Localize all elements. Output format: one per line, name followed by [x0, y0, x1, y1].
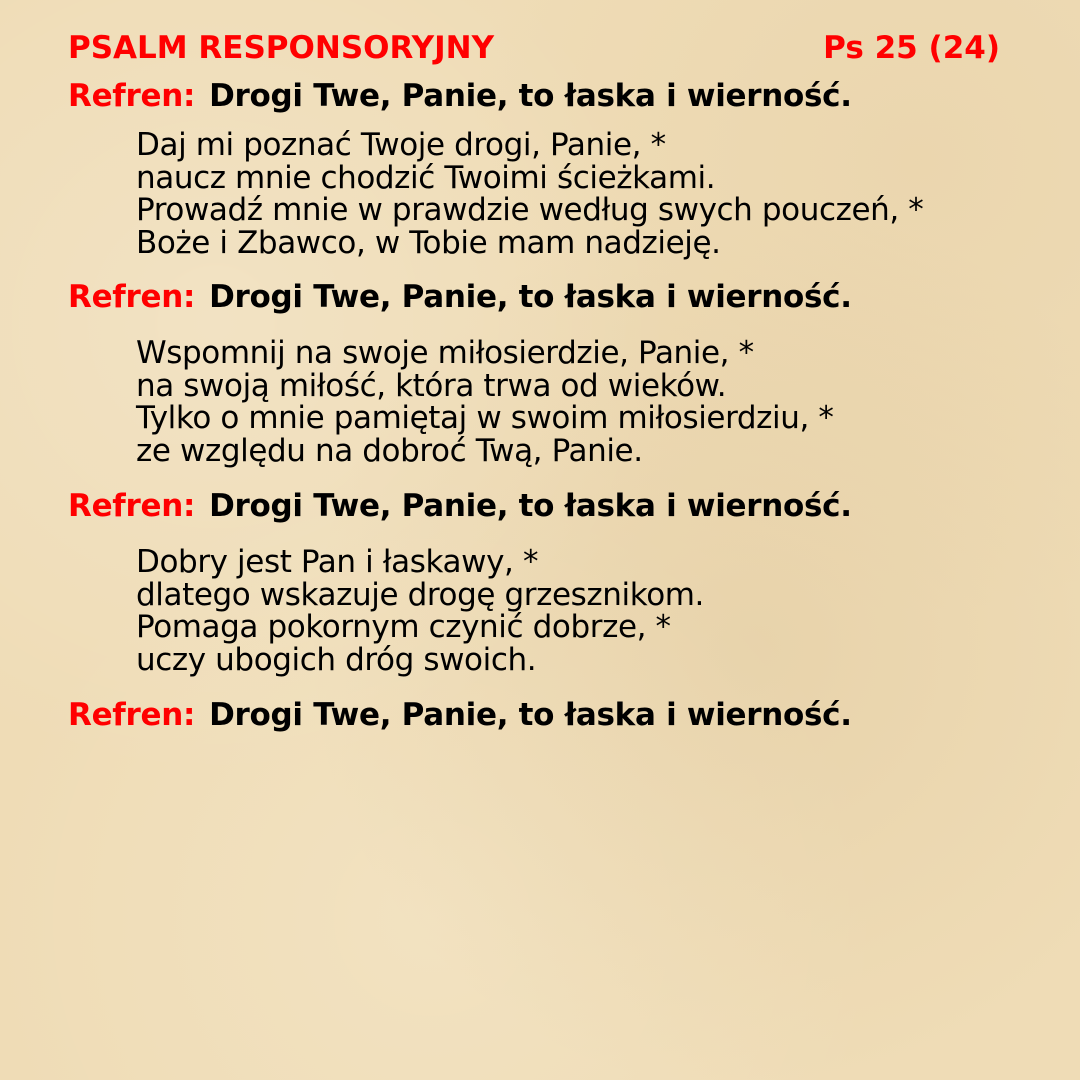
stanza-line: Daj mi poznać Twoje drogi, Panie, * [136, 127, 666, 163]
psalm-title: PSALM RESPONSORYJNY [68, 30, 495, 66]
refrain-text: Drogi Twe, Panie, to łaska i wierność. [209, 488, 852, 524]
refrain-text: Drogi Twe, Panie, to łaska i wierność. [209, 279, 852, 315]
refrain-text: Drogi Twe, Panie, to łaska i wierność. [209, 697, 852, 733]
stanza-2 [136, 337, 834, 467]
stanza-line: ze względu na dobroć Twą, Panie. [136, 432, 643, 469]
psalm-reference: Ps 25 (24) [823, 30, 1000, 66]
refrain-label: Refren: [68, 488, 196, 524]
stanza-line: Boże i Zbawco, w Tobie mam nadzieję. [136, 224, 721, 261]
refrain-label: Refren: [68, 697, 196, 733]
stanza-line: uczy ubogich dróg swoich. [136, 641, 537, 678]
stanza-line: naucz mnie chodzić Twoimi ścieżkami. [136, 159, 716, 196]
page-header [68, 30, 1000, 70]
refrain-text: Drogi Twe, Panie, to łaska i wierność. [209, 78, 852, 114]
stanza-line: Pomaga pokornym czynić dobrze, * [136, 609, 671, 645]
refrain-3 [68, 488, 852, 524]
stanza-3 [136, 546, 704, 676]
refrain-2 [68, 279, 852, 315]
stanza-line: Prowadź mnie w prawdzie według swych pouczeń, * [136, 192, 924, 228]
refrain-1 [68, 78, 852, 114]
stanza-line: Wspomnij na swoje miłosierdzie, Panie, * [136, 335, 754, 371]
stanza-line: na swoją miłość, która trwa od wieków. [136, 367, 727, 404]
stanza-line: Tylko o mnie pamiętaj w swoim miłosierdziu, * [136, 400, 834, 436]
stanza-line: Dobry jest Pan i łaskawy, * [136, 544, 539, 580]
refrain-4 [68, 697, 852, 733]
refrain-label: Refren: [68, 78, 196, 114]
stanza-1 [136, 129, 923, 259]
refrain-label: Refren: [68, 279, 196, 315]
stanza-line: dlatego wskazuje drogę grzesznikom. [136, 576, 705, 613]
